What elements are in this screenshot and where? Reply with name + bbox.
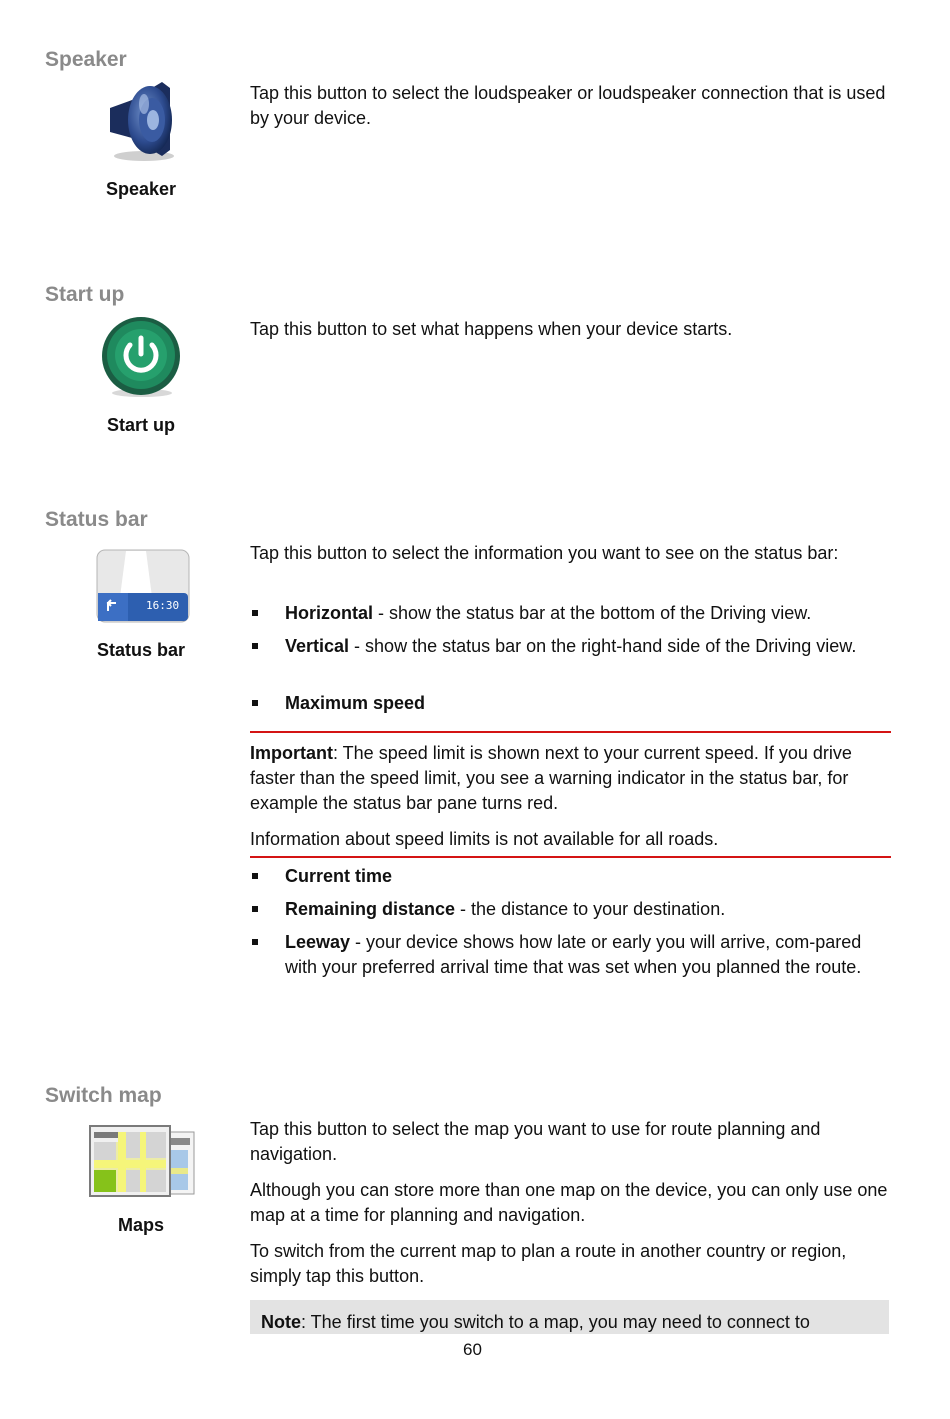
startup-caption: Start up — [106, 415, 175, 435]
item-term: Vertical — [285, 636, 350, 656]
speaker-button[interactable] — [100, 78, 185, 169]
maps-icon — [88, 1124, 198, 1198]
list-item — [250, 634, 890, 659]
important-text — [250, 741, 890, 816]
startup-button[interactable] — [101, 317, 183, 402]
item-term: Remaining distance — [285, 899, 456, 919]
item-term: Leeway — [285, 932, 351, 952]
item-desc: - show the status bar at the bottom of the Driving view. — [373, 603, 812, 623]
maps-button[interactable] — [88, 1124, 198, 1203]
bullet-icon — [252, 939, 258, 945]
section-heading-startup: Start up — [45, 283, 125, 306]
page-number: 60 — [463, 1340, 482, 1359]
power-icon — [101, 317, 183, 397]
list-item — [250, 930, 890, 980]
section-heading-statusbar: Status bar — [45, 508, 148, 531]
item-desc: - your device shows how late or early you will arrive, com-pared with your preferred arrival time that was set when you planned the route. — [285, 932, 862, 977]
list-item — [250, 691, 890, 716]
bullet-icon — [252, 643, 258, 649]
bullet-icon — [252, 906, 258, 912]
statusbar-intro: Tap this button to select the information you want to see on the status bar: — [250, 543, 839, 563]
statusbar-caption: Status bar — [96, 640, 186, 660]
note-box — [250, 1300, 889, 1334]
item-desc: - show the status bar on the right-hand side of the Driving view. — [349, 636, 857, 656]
speaker-caption: Speaker — [105, 179, 177, 199]
list-item — [250, 864, 890, 889]
bullet-icon — [252, 700, 258, 706]
switchmap-para-2: Although you can store more than one map on the device, you can only use one map at a time for planning and navigation. — [250, 1180, 888, 1225]
maps-caption: Maps — [117, 1215, 164, 1235]
list-item — [250, 601, 890, 626]
important-label: Important — [250, 743, 333, 763]
switchmap-para-1: Tap this button to select the map you want to use for route planning and navigation. — [250, 1119, 821, 1164]
note-label: Note — [261, 1312, 301, 1332]
statusbar-button[interactable] — [96, 549, 190, 628]
item-term: Maximum speed — [285, 693, 426, 713]
item-term: Horizontal — [285, 603, 373, 623]
important-rule-top — [250, 731, 891, 733]
speaker-icon — [100, 78, 185, 164]
important-rule-bottom — [250, 856, 891, 858]
startup-description: Tap this button to set what happens when your device starts. — [250, 319, 733, 339]
statusbar-icon-time: 16:30 — [146, 599, 180, 612]
section-heading-speaker: Speaker — [45, 48, 127, 71]
bullet-icon — [252, 873, 258, 879]
bullet-icon — [252, 610, 258, 616]
note-body: : The first time you switch to a map, you may need to connect to — [301, 1312, 810, 1332]
section-heading-switchmap: Switch map — [45, 1084, 162, 1107]
item-desc: - the distance to your destination. — [455, 899, 726, 919]
speaker-description: Tap this button to select the loudspeaker or loudspeaker connection that is used by your device. — [250, 83, 886, 128]
item-term: Current time — [285, 866, 393, 886]
speed-limit-info: Information about speed limits is not available for all roads. — [250, 829, 719, 849]
switchmap-para-3: To switch from the current map to plan a route in another country or region, simply tap this button. — [250, 1241, 847, 1286]
note-text — [261, 1310, 810, 1334]
list-item — [250, 897, 890, 922]
important-body: : The speed limit is shown next to your current speed. If you drive faster than the speed limit, you see a warning indicator in the status bar, for example the status bar pane turns red. — [250, 743, 852, 813]
